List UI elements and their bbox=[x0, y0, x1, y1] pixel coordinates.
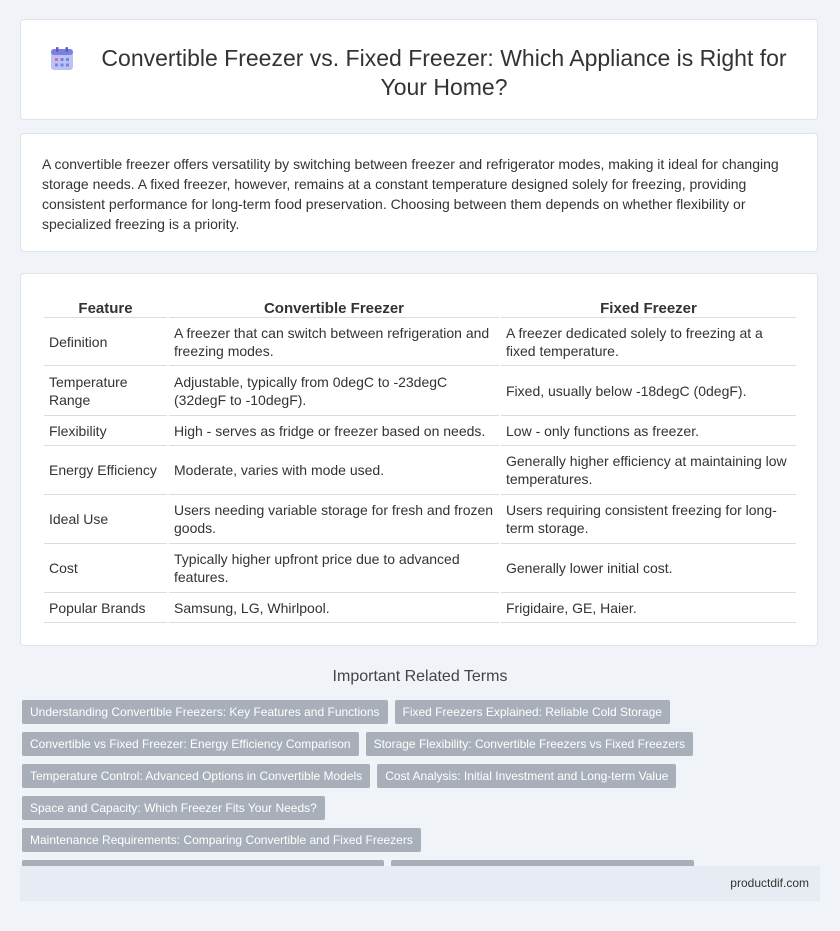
column-header-fixed: Fixed Freezer bbox=[501, 295, 796, 318]
comparison-card bbox=[20, 273, 818, 646]
table-header-row bbox=[44, 295, 796, 318]
page-title: Convertible Freezer vs. Fixed Freezer: Which Appliance is Right for Your Home? bbox=[101, 45, 787, 100]
related-terms-heading: Important Related Terms bbox=[332, 668, 508, 685]
convertible-cell: A freezer that can switch between refrigeration and freezing modes. bbox=[169, 318, 499, 366]
fixed-cell: Users requiring consistent freezing for long-term storage. bbox=[501, 495, 796, 544]
table-row bbox=[44, 366, 796, 416]
related-term-tag[interactable]: Convertible vs Fixed Freezer: Energy Efficiency Comparison bbox=[22, 732, 359, 756]
table-row bbox=[44, 318, 796, 366]
related-term-tag[interactable]: Fixed Freezers Explained: Reliable Cold Storage bbox=[395, 700, 670, 724]
column-header-feature: Feature bbox=[44, 295, 167, 318]
footer bbox=[20, 866, 820, 901]
related-term-tag[interactable]: Cost Analysis: Initial Investment and Long-term Value bbox=[377, 764, 676, 788]
related-term-tag[interactable]: Understanding Convertible Freezers: Key Features and Functions bbox=[22, 700, 388, 724]
related-term-tag[interactable]: Maintenance Requirements: Comparing Convertible and Fixed Freezers bbox=[22, 828, 421, 852]
related-terms-list bbox=[22, 700, 722, 884]
column-header-convertible: Convertible Freezer bbox=[169, 295, 499, 318]
related-term-tag[interactable]: Temperature Control: Advanced Options in Convertible Models bbox=[22, 764, 370, 788]
feature-cell: Temperature Range bbox=[44, 366, 167, 416]
convertible-cell: Users needing variable storage for fresh and frozen goods. bbox=[169, 495, 499, 544]
table-row bbox=[44, 544, 796, 593]
convertible-cell: Samsung, LG, Whirlpool. bbox=[169, 593, 499, 623]
feature-cell: Ideal Use bbox=[44, 495, 167, 544]
feature-cell: Energy Efficiency bbox=[44, 446, 167, 495]
fixed-cell: Generally higher efficiency at maintaining low temperatures. bbox=[501, 446, 796, 495]
table-row bbox=[44, 446, 796, 495]
feature-cell: Flexibility bbox=[44, 416, 167, 446]
related-term-tag[interactable]: Storage Flexibility: Convertible Freezers vs Fixed Freezers bbox=[366, 732, 693, 756]
convertible-cell: Typically higher upfront price due to advanced features. bbox=[169, 544, 499, 593]
intro-paragraph: A convertible freezer offers versatility by switching between freezer and refrigerator modes, making it ideal for changing storage needs. A fixed freezer, however, remains at a constant temperature designed solely for freezing, providing consistent performance for long-term food preservation. Choosing between them depends on whether flexibility or specialized freezing is a priority. bbox=[42, 156, 779, 232]
footer-site-link[interactable]: productdif.com bbox=[730, 876, 809, 890]
fixed-cell: A freezer dedicated solely to freezing at a fixed temperature. bbox=[501, 318, 796, 366]
title-card bbox=[20, 19, 818, 120]
table-row bbox=[44, 593, 796, 623]
feature-cell: Cost bbox=[44, 544, 167, 593]
fixed-cell: Generally lower initial cost. bbox=[501, 544, 796, 593]
table-row bbox=[44, 495, 796, 544]
convertible-cell: Adjustable, typically from 0degC to -23degC (32degF to -10degF). bbox=[169, 366, 499, 416]
calendar-icon bbox=[49, 46, 75, 72]
comparison-table bbox=[42, 295, 798, 623]
fixed-cell: Fixed, usually below -18degC (0degF). bbox=[501, 366, 796, 416]
feature-cell: Popular Brands bbox=[44, 593, 167, 623]
fixed-cell: Frigidaire, GE, Haier. bbox=[501, 593, 796, 623]
intro-card bbox=[20, 133, 818, 252]
table-row bbox=[44, 416, 796, 446]
related-term-tag[interactable]: Space and Capacity: Which Freezer Fits Your Needs? bbox=[22, 796, 325, 820]
convertible-cell: Moderate, varies with mode used. bbox=[169, 446, 499, 495]
convertible-cell: High - serves as fridge or freezer based on needs. bbox=[169, 416, 499, 446]
feature-cell: Definition bbox=[44, 318, 167, 366]
fixed-cell: Low - only functions as freezer. bbox=[501, 416, 796, 446]
